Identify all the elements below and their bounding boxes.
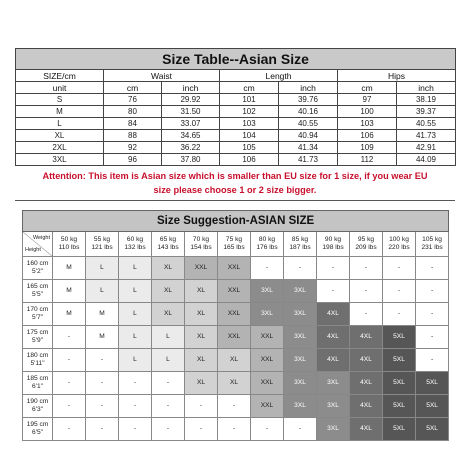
size-label: 3XL [16, 154, 104, 166]
suggestion-cell: 5XL [383, 372, 416, 395]
weight-kg: 80 kg [258, 236, 276, 243]
suggestion-cell: L [86, 280, 119, 303]
suggestion-cell: 5XL [383, 418, 416, 441]
height-cm: 165 cm [26, 283, 49, 290]
weight-lbs: 110 lbs [58, 244, 80, 251]
suggestion-cell: - [416, 257, 449, 280]
weight-kg: 105 kg [422, 236, 442, 243]
weight-header-cell [350, 232, 383, 257]
attention-line-2: size please choose 1 or 2 size bigger. [153, 185, 317, 195]
weight-lbs: 198 lbs [322, 244, 344, 251]
unit-cell: inch [397, 82, 456, 94]
weight-header-cell [284, 232, 317, 257]
suggestion-cell: M [86, 303, 119, 326]
size-value: 44.09 [397, 154, 456, 166]
suggestion-cell: - [251, 418, 284, 441]
corner-cell [23, 232, 53, 257]
suggestion-cell: - [416, 349, 449, 372]
height-header-cell [23, 349, 53, 372]
suggestion-cell: - [119, 395, 152, 418]
size-value: 41.73 [397, 130, 456, 142]
weight-lbs: 154 lbs [190, 244, 212, 251]
size-value: 29.92 [162, 94, 220, 106]
suggestion-cell: XL [185, 303, 218, 326]
size-table-title: Size Table--Asian Size [16, 49, 456, 70]
size-label: L [16, 118, 104, 130]
suggestion-cell: - [284, 257, 317, 280]
size-value: 40.16 [279, 106, 338, 118]
size-row [16, 118, 456, 130]
unit-row [16, 82, 456, 94]
weight-lbs: 143 lbs [157, 244, 179, 251]
size-value: 37.80 [162, 154, 220, 166]
suggestion-cell: 3XL [317, 372, 350, 395]
weight-lbs: 220 lbs [388, 244, 410, 251]
size-table-section [15, 48, 455, 201]
suggestion-cell: XL [185, 326, 218, 349]
suggestion-cell: - [284, 418, 317, 441]
size-value: 103 [338, 118, 397, 130]
height-ft: 6'1" [32, 383, 43, 390]
weight-kg: 95 kg [357, 236, 375, 243]
suggestion-cell: 5XL [383, 326, 416, 349]
weight-header-cell [416, 232, 449, 257]
size-value: 40.55 [397, 118, 456, 130]
suggestion-cell: XL [152, 303, 185, 326]
weight-kg: 50 kg [60, 236, 78, 243]
size-value: 101 [220, 94, 279, 106]
suggestion-cell: XXL [251, 395, 284, 418]
waist-header: Waist [104, 70, 220, 82]
weight-header-cell [119, 232, 152, 257]
suggestion-cell: 3XL [251, 280, 284, 303]
suggestion-cell: - [218, 418, 251, 441]
suggestion-cell: XL [152, 257, 185, 280]
suggestion-cell: XL [185, 349, 218, 372]
weight-lbs: 132 lbs [124, 244, 146, 251]
suggestion-cell: XXL [218, 257, 251, 280]
suggestion-cell: - [53, 326, 86, 349]
suggestion-row [23, 326, 449, 349]
suggestion-cell: M [86, 326, 119, 349]
suggestion-cell: - [383, 257, 416, 280]
suggestion-cell: - [350, 257, 383, 280]
suggestion-row [23, 280, 449, 303]
suggestion-cell: 3XL [284, 280, 317, 303]
suggestion-cell: - [152, 395, 185, 418]
suggestion-cell: - [416, 303, 449, 326]
size-row [16, 130, 456, 142]
weight-kg: 75 kg [225, 236, 243, 243]
suggestion-cell: - [152, 418, 185, 441]
suggestion-cell: 3XL [317, 395, 350, 418]
suggestion-cell: M [53, 257, 86, 280]
suggestion-cell: 4XL [350, 326, 383, 349]
height-cm: 190 cm [26, 398, 49, 405]
suggestion-cell: - [53, 372, 86, 395]
attention-note [15, 169, 455, 201]
weight-header-cell [185, 232, 218, 257]
size-label: M [16, 106, 104, 118]
height-cm: 170 cm [26, 306, 49, 313]
height-ft: 5'5" [32, 291, 43, 298]
height-header-cell [23, 395, 53, 418]
size-value: 40.94 [279, 130, 338, 142]
size-value: 105 [220, 142, 279, 154]
suggestion-cell: XXL [218, 303, 251, 326]
suggestion-cell: 4XL [317, 349, 350, 372]
weight-kg: 90 kg [324, 236, 342, 243]
weight-header-cell [251, 232, 284, 257]
height-header-cell [23, 418, 53, 441]
height-ft: 6'5" [32, 429, 43, 436]
weight-kg: 55 kg [93, 236, 111, 243]
size-row [16, 142, 456, 154]
hips-header: Hips [338, 70, 456, 82]
suggestion-cell: XXL [251, 349, 284, 372]
suggestion-cell: XXL [218, 326, 251, 349]
suggestion-cell: 3XL [284, 303, 317, 326]
unit-cell: cm [220, 82, 279, 94]
size-value: 100 [338, 106, 397, 118]
weight-header-cell [152, 232, 185, 257]
suggestion-cell: - [383, 303, 416, 326]
suggestion-cell: 3XL [284, 395, 317, 418]
unit-cell: inch [162, 82, 220, 94]
height-cm: 180 cm [26, 352, 49, 359]
weight-header-cell [53, 232, 86, 257]
size-value: 96 [104, 154, 162, 166]
size-value: 80 [104, 106, 162, 118]
weight-lbs: 231 lbs [421, 244, 443, 251]
height-cm: 175 cm [26, 329, 49, 336]
unit-cell: cm [338, 82, 397, 94]
size-table [15, 48, 456, 166]
height-header-cell [23, 326, 53, 349]
height-cm: 195 cm [26, 421, 49, 428]
suggestion-cell: - [86, 349, 119, 372]
suggestion-cell: 5XL [416, 372, 449, 395]
suggestion-cell: L [119, 303, 152, 326]
weight-corner-label: Weight [32, 235, 50, 241]
suggestion-cell: 3XL [284, 372, 317, 395]
size-value: 39.76 [279, 94, 338, 106]
suggestion-cell: - [251, 257, 284, 280]
size-value: 36.22 [162, 142, 220, 154]
suggestion-cell: - [416, 280, 449, 303]
suggestion-cell: - [53, 418, 86, 441]
length-header: Length [220, 70, 338, 82]
size-value: 88 [104, 130, 162, 142]
suggestion-cell: XL [185, 372, 218, 395]
suggestion-cell: - [86, 372, 119, 395]
suggestion-cell: - [53, 349, 86, 372]
suggestion-cell: - [53, 395, 86, 418]
height-cm: 185 cm [26, 375, 49, 382]
size-value: 39.37 [397, 106, 456, 118]
weight-header-cell [317, 232, 350, 257]
size-value: 112 [338, 154, 397, 166]
height-ft: 6'3" [32, 406, 43, 413]
weight-header-cell [86, 232, 119, 257]
suggestion-cell: - [218, 395, 251, 418]
suggestion-cell: - [119, 418, 152, 441]
suggestion-cell: 5XL [416, 395, 449, 418]
suggestion-cell: - [416, 326, 449, 349]
height-corner-label: Height [25, 247, 41, 253]
size-value: 38.19 [397, 94, 456, 106]
height-header-cell [23, 257, 53, 280]
weight-lbs: 165 lbs [223, 244, 245, 251]
suggestion-cell: XL [185, 280, 218, 303]
weight-kg: 60 kg [126, 236, 144, 243]
suggestion-cell: 4XL [350, 395, 383, 418]
suggestion-cell: XL [218, 372, 251, 395]
weight-kg: 100 kg [389, 236, 409, 243]
size-value: 41.73 [279, 154, 338, 166]
suggestion-cell: XXL [218, 280, 251, 303]
size-value: 31.50 [162, 106, 220, 118]
size-value: 102 [220, 106, 279, 118]
suggestion-cell: 4XL [350, 349, 383, 372]
size-value: 84 [104, 118, 162, 130]
suggestion-cell: L [119, 349, 152, 372]
suggestion-row [23, 418, 449, 441]
weight-kg: 65 kg [159, 236, 177, 243]
size-value: 106 [338, 130, 397, 142]
suggestion-cell: 4XL [317, 303, 350, 326]
height-ft: 5'11" [30, 360, 45, 367]
suggestion-cell: - [350, 303, 383, 326]
height-ft: 5'2" [32, 268, 43, 275]
size-value: 104 [220, 130, 279, 142]
suggestion-cell: 5XL [416, 418, 449, 441]
weight-lbs: 121 lbs [91, 244, 113, 251]
height-ft: 5'7" [32, 314, 43, 321]
unit-cell: inch [279, 82, 338, 94]
suggestion-row [23, 395, 449, 418]
suggestion-cell: L [119, 280, 152, 303]
size-value: 40.55 [279, 118, 338, 130]
suggestion-cell: 5XL [383, 395, 416, 418]
suggestion-cell: L [119, 257, 152, 280]
suggestion-cell: 3XL [284, 326, 317, 349]
suggestion-title: Size Suggestion-ASIAN SIZE [23, 211, 449, 232]
suggestion-cell: - [350, 280, 383, 303]
size-value: 41.34 [279, 142, 338, 154]
suggestion-cell: - [86, 395, 119, 418]
suggestion-row [23, 349, 449, 372]
size-value: 33.07 [162, 118, 220, 130]
height-header-cell [23, 303, 53, 326]
suggestion-cell: XL [152, 280, 185, 303]
suggestion-cell: L [152, 326, 185, 349]
size-label: 2XL [16, 142, 104, 154]
weight-lbs: 176 lbs [256, 244, 278, 251]
size-value: 34.65 [162, 130, 220, 142]
suggestion-cell: - [119, 372, 152, 395]
size-label: XL [16, 130, 104, 142]
weight-header-cell [383, 232, 416, 257]
suggestion-cell: 4XL [350, 372, 383, 395]
suggestion-cell: 4XL [350, 418, 383, 441]
suggestion-cell: - [317, 280, 350, 303]
weight-header-cell [218, 232, 251, 257]
size-value: 92 [104, 142, 162, 154]
suggestion-cell: 3XL [317, 418, 350, 441]
suggestion-cell: - [185, 418, 218, 441]
suggestion-cell: XL [218, 349, 251, 372]
suggestion-cell: M [53, 280, 86, 303]
suggestion-cell: XXL [251, 326, 284, 349]
attention-line-1: Attention: This item is Asian size which is smaller than EU size for 1 size, if you wear EU [42, 171, 428, 181]
weight-kg: 70 kg [192, 236, 210, 243]
suggestion-cell: - [86, 418, 119, 441]
size-row [16, 106, 456, 118]
suggestion-cell: M [53, 303, 86, 326]
suggestion-cell: - [185, 395, 218, 418]
height-header-cell [23, 280, 53, 303]
suggestion-row [23, 303, 449, 326]
suggestion-cell: 5XL [383, 349, 416, 372]
suggestion-cell: - [152, 372, 185, 395]
size-suggestion-table [22, 210, 449, 441]
suggestion-cell: L [86, 257, 119, 280]
suggestion-cell: - [317, 257, 350, 280]
suggestion-cell: L [119, 326, 152, 349]
suggestion-row [23, 257, 449, 280]
suggestion-cell: XXL [185, 257, 218, 280]
height-cm: 160 cm [26, 260, 49, 267]
suggestion-cell: - [383, 280, 416, 303]
suggestion-cell: XXL [251, 372, 284, 395]
size-header: SIZE/cm [16, 70, 104, 82]
suggestion-row [23, 372, 449, 395]
size-row [16, 94, 456, 106]
height-header-cell [23, 372, 53, 395]
suggestion-cell: 3XL [284, 349, 317, 372]
suggestion-cell: 3XL [251, 303, 284, 326]
size-value: 97 [338, 94, 397, 106]
size-value: 109 [338, 142, 397, 154]
suggestion-cell: L [152, 349, 185, 372]
size-row [16, 154, 456, 166]
size-value: 103 [220, 118, 279, 130]
weight-lbs: 187 lbs [289, 244, 311, 251]
size-value: 42.91 [397, 142, 456, 154]
suggestion-cell: 4XL [317, 326, 350, 349]
size-label: S [16, 94, 104, 106]
unit-cell: unit [16, 82, 104, 94]
weight-header-row [23, 232, 449, 257]
unit-cell: cm [104, 82, 162, 94]
height-ft: 5'9" [32, 337, 43, 344]
weight-lbs: 209 lbs [355, 244, 377, 251]
size-value: 106 [220, 154, 279, 166]
size-value: 76 [104, 94, 162, 106]
weight-kg: 85 kg [291, 236, 309, 243]
